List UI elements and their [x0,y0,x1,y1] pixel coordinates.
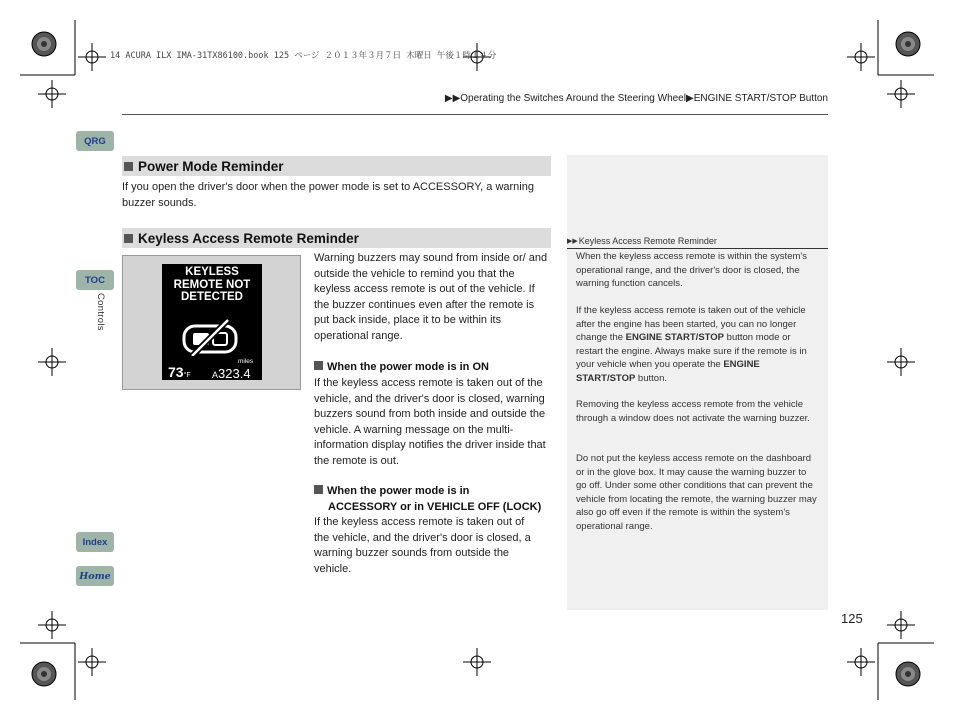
sidebar-title: ▶▶ Keyless Access Remote Reminder [567,233,828,249]
mid-screen [162,264,262,380]
square-bullet-icon [124,162,133,171]
keyless-heading: Keyless Access Remote Reminder [122,228,551,248]
index-tab[interactable]: Index [76,532,114,552]
header-rule [122,114,828,115]
trip-readout: A323.4 [212,366,251,381]
qrg-tab[interactable]: QRG [76,131,114,151]
breadcrumb [445,93,828,104]
temperature-readout: 73°F [168,364,191,380]
square-bullet-icon [314,361,323,370]
miles-label: miles [238,358,254,365]
triangle-icon: ▶ [685,93,694,104]
display-message-line1: KEYLESS [185,266,239,278]
subtext-accessory: If the keyless access remote is taken out of the vehicle, and the driver's door is closed, a warning buzzer sounds from outside the vehicle. [314,516,531,575]
page-number: 125 [841,611,863,626]
print-header: 14 ACURA ILX IMA-31TX86100.book 125 ページ ２０１３年３月７日 木曜日 午後１時１４分 [110,51,497,61]
sidebar-paragraph-4: Do not put the keyless access remote on the dashboard or in the glove box. It may cause the warning buzzer to go off. Under some other conditions that can prevent the vehicle from locating the remote, the warning buzzer may also go off even if the remote is within the system's operational range. [576,453,817,532]
key-fob-icon [182,318,242,356]
breadcrumb-part2[interactable]: ENGINE START/STOP Button [693,93,828,104]
subtext-power-on: If the keyless access remote is taken out of the vehicle, and the driver's door is closed, warning buzzers sound from both inside and outside the vehicle. A warning message on the multi-information display notifies the driver inside that the remote is out. [314,377,546,467]
sidebar-paragraph-1: When the keyless access remote is within the system's operational range, and the driver's door is closed, the warning function cancels. [576,251,807,289]
power-mode-text: If you open the driver's door when the power mode is set to ACCESSORY, a warning buzzer sounds. [122,181,534,209]
keyless-intro: Warning buzzers may sound from inside or/ and outside the vehicle to remind you that the keyless access remote is out of the vehicle. If the buzzer continues even after the remote is put back inside, place it to be within its operational range. [314,252,548,342]
double-triangle-icon: ▶▶ [567,237,578,245]
square-bullet-icon [124,234,133,243]
sidebar-paragraph-2: If the keyless access remote is taken out of the vehicle after the engine has been started, you can no longer change the ENGINE START/STOP button mode or restart the engine. Always make sure if the remote is in your vehicle when you operate the ENGINE START/STOP button. [576,305,807,384]
display-message-line3: DETECTED [181,291,243,303]
double-triangle-icon: ▶▶ [444,93,461,104]
home-tab[interactable]: Home [76,566,114,586]
breadcrumb-part1[interactable]: Operating the Switches Around the Steering Wheel [460,93,686,104]
subhead-power-on: When the power mode is in ON [314,360,552,376]
toc-tab[interactable]: TOC [76,270,114,290]
square-bullet-icon [314,485,323,494]
power-mode-heading: Power Mode Reminder [122,156,551,176]
sidebar-paragraph-3: Removing the keyless access remote from the vehicle through a window does not activate the warning buzzer. [576,399,810,424]
display-message-line2: REMOTE NOT [173,278,251,291]
subhead-accessory: When the power mode is in ACCESSORY or in VEHICLE OFF (LOCK) [314,484,554,515]
section-tab-label: Controls [95,293,106,331]
